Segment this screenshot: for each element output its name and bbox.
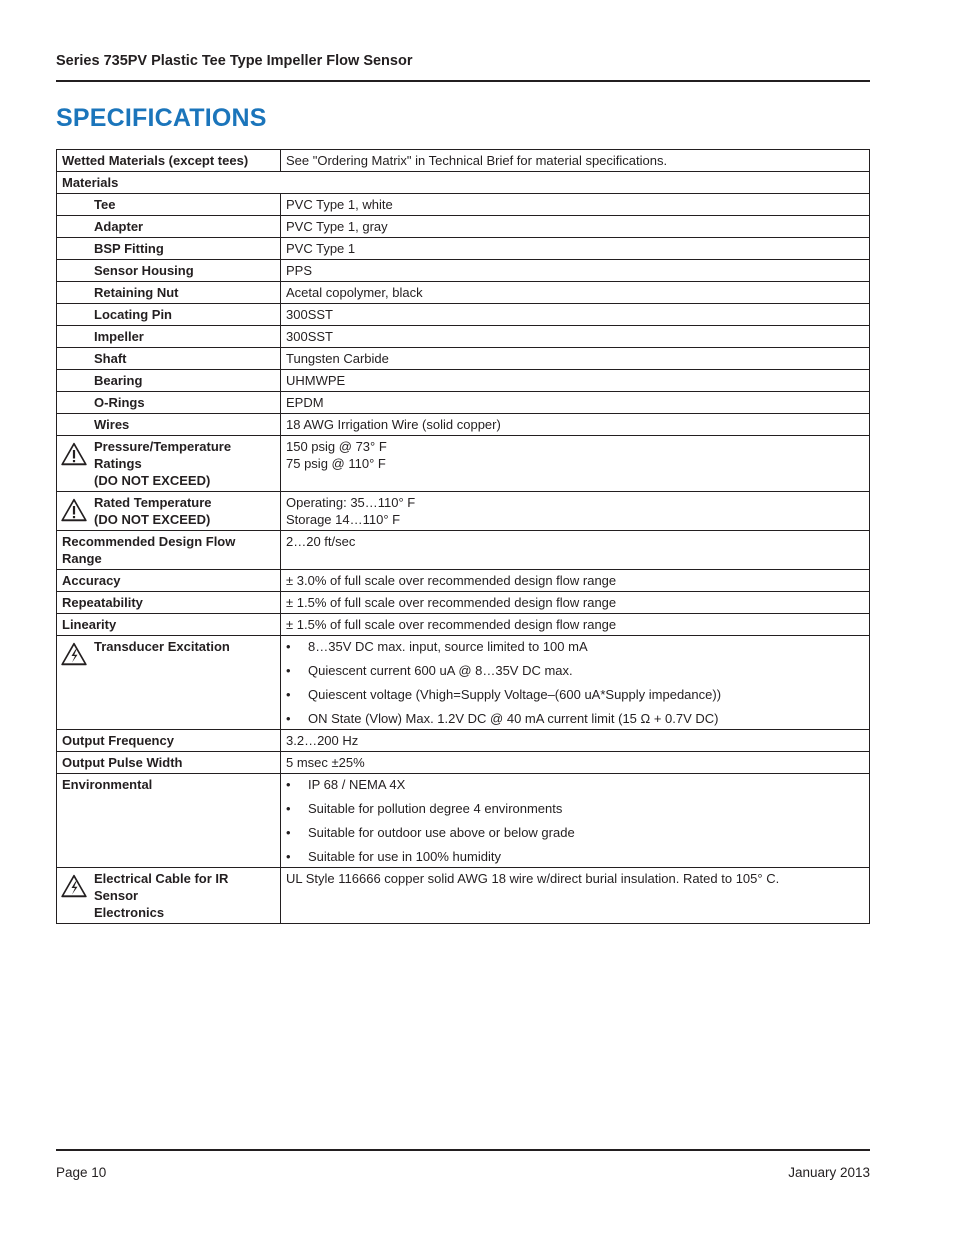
spec-label-line: Pressure/Temperature bbox=[94, 439, 232, 454]
table-row bbox=[57, 150, 870, 172]
spec-label-line: (DO NOT EXCEED) bbox=[94, 473, 211, 488]
material-label: Sensor Housing bbox=[57, 260, 281, 282]
material-label: Tee bbox=[57, 194, 281, 216]
specifications-table bbox=[56, 149, 870, 924]
table-row bbox=[57, 436, 870, 492]
spec-value: ± 1.5% of full scale over recommended design flow range bbox=[281, 614, 870, 636]
material-label: Locating Pin bbox=[57, 304, 281, 326]
material-value: 18 AWG Irrigation Wire (solid copper) bbox=[281, 414, 870, 436]
list-item: • IP 68 / NEMA 4X bbox=[286, 776, 864, 793]
list-item: • ON State (Vlow) Max. 1.2V DC @ 40 mA current limit (15 Ω + 0.7V DC) bbox=[286, 710, 864, 727]
spec-value-line: Operating: 35…110° F bbox=[286, 495, 416, 510]
spec-label: Materials bbox=[57, 172, 870, 194]
material-label: O-Rings bbox=[57, 392, 281, 414]
electrical-hazard-icon bbox=[61, 642, 87, 666]
table-row bbox=[57, 216, 870, 238]
page-number: Page 10 bbox=[56, 1165, 107, 1180]
spec-value: 2…20 ft/sec bbox=[281, 531, 870, 570]
spec-label-line: Ratings bbox=[94, 456, 142, 471]
spec-value: UL Style 116666 copper solid AWG 18 wire w/direct burial insulation. Rated to 105° C. bbox=[281, 868, 870, 924]
spec-label-cell bbox=[57, 492, 281, 531]
publication-date: January 2013 bbox=[788, 1165, 870, 1180]
spec-label-line: Recommended Design Flow bbox=[62, 534, 236, 549]
spec-label-line: Range bbox=[62, 551, 102, 566]
list-item: • Quiescent current 600 uA @ 8…35V DC max. bbox=[286, 662, 864, 679]
material-value: PPS bbox=[281, 260, 870, 282]
spec-value: 5 msec ±25% bbox=[281, 752, 870, 774]
table-row bbox=[57, 730, 870, 752]
spec-label: Output Pulse Width bbox=[57, 752, 281, 774]
material-label: Retaining Nut bbox=[57, 282, 281, 304]
spec-value-cell bbox=[281, 492, 870, 531]
series-title: Series 735PV Plastic Tee Type Impeller Flow Sensor bbox=[56, 53, 413, 69]
spec-label-cell bbox=[57, 531, 281, 570]
spec-label-cell bbox=[57, 868, 281, 924]
material-value: Tungsten Carbide bbox=[281, 348, 870, 370]
list-item: • Suitable for use in 100% humidity bbox=[286, 848, 864, 865]
spec-label: Environmental bbox=[57, 774, 281, 868]
list-item: • 8…35V DC max. input, source limited to 100 mA bbox=[286, 638, 864, 655]
table-row bbox=[57, 614, 870, 636]
footer-rule bbox=[56, 1149, 870, 1151]
list-item: • Suitable for outdoor use above or below grade bbox=[286, 824, 864, 841]
spec-value-cell bbox=[281, 774, 870, 868]
list-item: • Suitable for pollution degree 4 environments bbox=[286, 800, 864, 817]
material-label: Bearing bbox=[57, 370, 281, 392]
table-row bbox=[57, 492, 870, 531]
environmental-list bbox=[286, 776, 864, 865]
material-value: PVC Type 1, gray bbox=[281, 216, 870, 238]
material-label: Shaft bbox=[57, 348, 281, 370]
table-row bbox=[57, 194, 870, 216]
spec-value-cell bbox=[281, 636, 870, 730]
table-row bbox=[57, 304, 870, 326]
table-row bbox=[57, 774, 870, 868]
material-label: Adapter bbox=[57, 216, 281, 238]
spec-label: Accuracy bbox=[57, 570, 281, 592]
spec-value-line: Storage 14…110° F bbox=[286, 512, 401, 527]
electrical-hazard-icon bbox=[61, 874, 87, 898]
material-value: PVC Type 1 bbox=[281, 238, 870, 260]
spec-label: Output Frequency bbox=[57, 730, 281, 752]
document-header bbox=[56, 52, 870, 70]
table-row bbox=[57, 392, 870, 414]
spec-label-line: (DO NOT EXCEED) bbox=[94, 512, 211, 527]
material-value: PVC Type 1, white bbox=[281, 194, 870, 216]
spec-label-line: Electrical Cable for IR Sensor bbox=[94, 871, 229, 903]
material-value: 300SST bbox=[281, 304, 870, 326]
material-label: BSP Fitting bbox=[57, 238, 281, 260]
spec-label: Linearity bbox=[57, 614, 281, 636]
material-value: UHMWPE bbox=[281, 370, 870, 392]
table-row bbox=[57, 570, 870, 592]
table-row bbox=[57, 592, 870, 614]
table-row bbox=[57, 238, 870, 260]
material-value: Acetal copolymer, black bbox=[281, 282, 870, 304]
table-row bbox=[57, 348, 870, 370]
table-row bbox=[57, 752, 870, 774]
material-value: 300SST bbox=[281, 326, 870, 348]
spec-label: Repeatability bbox=[57, 592, 281, 614]
spec-value: See "Ordering Matrix" in Technical Brief for material specifications. bbox=[281, 150, 870, 172]
spec-label-cell bbox=[57, 636, 281, 730]
material-value: EPDM bbox=[281, 392, 870, 414]
material-label: Impeller bbox=[57, 326, 281, 348]
spec-value: ± 3.0% of full scale over recommended design flow range bbox=[281, 570, 870, 592]
table-row bbox=[57, 260, 870, 282]
table-row bbox=[57, 531, 870, 570]
spec-value-line: 150 psig @ 73° F bbox=[286, 439, 387, 454]
spec-value-cell bbox=[281, 436, 870, 492]
table-row bbox=[57, 868, 870, 924]
list-item: • Quiescent voltage (Vhigh=Supply Voltage–(600 uA*Supply impedance)) bbox=[286, 686, 864, 703]
warning-icon bbox=[61, 442, 87, 466]
spec-value: ± 1.5% of full scale over recommended design flow range bbox=[281, 592, 870, 614]
spec-label-cell bbox=[57, 436, 281, 492]
table-row bbox=[57, 414, 870, 436]
table-row bbox=[57, 282, 870, 304]
table-row bbox=[57, 172, 870, 194]
table-row bbox=[57, 326, 870, 348]
spec-value-line: 75 psig @ 110° F bbox=[286, 456, 386, 471]
page-title: SPECIFICATIONS bbox=[56, 104, 267, 132]
spec-label: Wetted Materials (except tees) bbox=[57, 150, 281, 172]
table-row bbox=[57, 636, 870, 730]
table-row bbox=[57, 370, 870, 392]
spec-label-line: Electronics bbox=[94, 905, 165, 920]
spec-label: Transducer Excitation bbox=[94, 639, 230, 654]
spec-value: 3.2…200 Hz bbox=[281, 730, 870, 752]
header-rule bbox=[56, 80, 870, 82]
material-label: Wires bbox=[57, 414, 281, 436]
warning-icon bbox=[61, 498, 87, 522]
spec-label-line: Rated Temperature bbox=[94, 495, 212, 510]
excitation-list bbox=[286, 638, 864, 727]
